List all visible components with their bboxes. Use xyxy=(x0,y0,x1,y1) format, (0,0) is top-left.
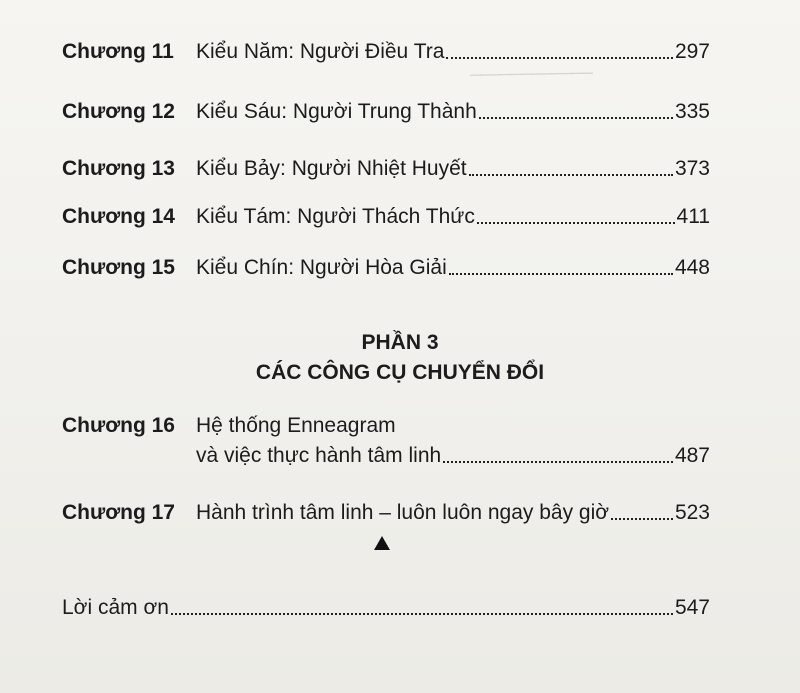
chapter-label: Chương 14 xyxy=(62,205,175,228)
chapter-label: Chương 16 xyxy=(62,414,175,437)
page-number: 487 xyxy=(674,444,710,467)
page-number: 448 xyxy=(674,256,710,279)
page-number: 411 xyxy=(676,205,710,228)
bleed-through-texture: ──────────── xyxy=(469,63,593,87)
page-number: 547 xyxy=(674,596,710,619)
part-title: CÁC CÔNG CỤ CHUYỂN ĐỔI xyxy=(255,361,545,384)
chapter-label: Chương 11 xyxy=(62,40,174,63)
part-number: PHẦN 3 xyxy=(361,331,439,354)
chapter-title: Kiểu Sáu: Người Trung Thành xyxy=(196,100,477,123)
dot-leader xyxy=(449,273,673,275)
thanks-title: Lời cảm ơn xyxy=(62,596,169,619)
page-number: 297 xyxy=(674,40,710,63)
toc-row-ch14 xyxy=(62,201,710,233)
dot-leader xyxy=(171,613,673,615)
dot-leader xyxy=(611,518,673,520)
toc-row-ch12 xyxy=(62,96,710,128)
chapter-title: Kiểu Năm: Người Điều Tra xyxy=(196,40,445,63)
chapter-label: Chương 13 xyxy=(62,157,175,180)
chapter-title: Hành trình tâm linh – luôn luôn ngay bây giờ xyxy=(196,501,610,524)
toc-row-ch11 xyxy=(62,36,710,68)
page-number: 335 xyxy=(674,100,710,123)
dot-leader xyxy=(469,174,673,176)
dot-leader xyxy=(443,461,673,463)
page-number: 523 xyxy=(674,501,710,524)
chapter-title: Kiểu Tám: Người Thách Thức xyxy=(196,205,475,228)
dot-leader xyxy=(446,57,673,59)
chapter-title-line1: Hệ thống Enneagram xyxy=(196,414,396,437)
toc-row-ch16 xyxy=(62,410,710,442)
chapter-title: Kiểu Chín: Người Hòa Giải xyxy=(196,256,447,279)
page-number: 373 xyxy=(674,157,710,180)
toc-row-ch15 xyxy=(62,252,710,284)
chapter-label: Chương 17 xyxy=(62,501,175,524)
dot-leader xyxy=(479,117,673,119)
chapter-title: Kiểu Bảy: Người Nhiệt Huyết xyxy=(196,157,467,180)
toc-row-ch16-line2 xyxy=(196,440,710,472)
triangle-marker-icon xyxy=(374,536,390,550)
chapter-title-line2: và việc thực hành tâm linh xyxy=(196,444,442,467)
toc-row-thanks xyxy=(62,592,710,624)
chapter-label: Chương 15 xyxy=(62,256,175,279)
chapter-label: Chương 12 xyxy=(62,100,175,123)
toc-row-ch17 xyxy=(62,497,710,529)
dot-leader xyxy=(477,222,675,224)
toc-row-ch13 xyxy=(62,153,710,185)
